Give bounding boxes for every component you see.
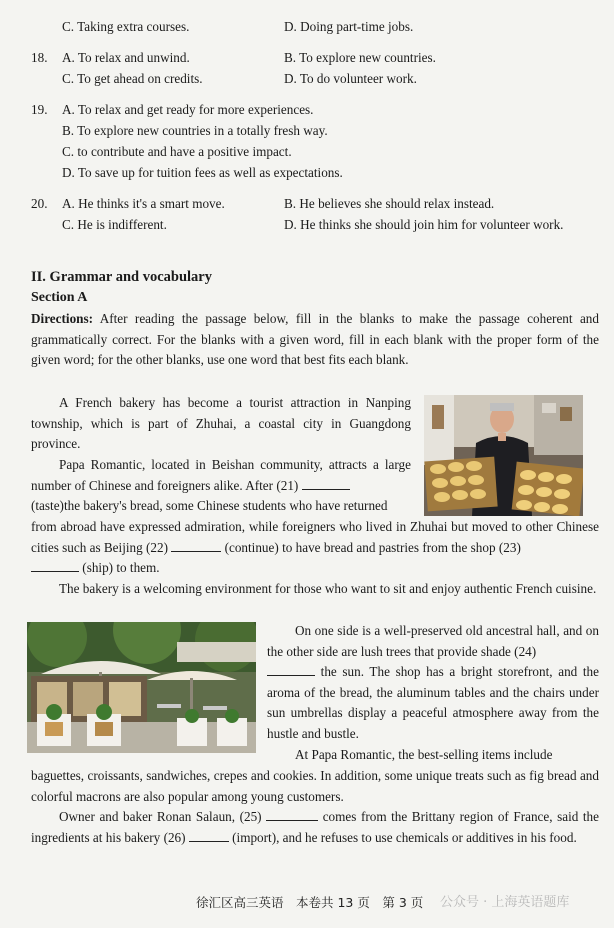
passage-paragraph-3: The bakery is a welcoming environment for those who want to sit and enjoy authentic French cuisine.: [59, 581, 597, 596]
passage-paragraph-2a: [31, 455, 411, 496]
q19-option-c: C. to contribute and have a positive impact.: [62, 144, 292, 159]
q19-number: 19.: [31, 102, 48, 117]
q19-option-d: D. To save up for tuition fees as well as expectations.: [62, 165, 343, 180]
q18-number: 18.: [31, 50, 48, 65]
q19-option-a: A. To relax and get ready for more experiences.: [62, 102, 314, 117]
paragraph-2-start: Papa Romantic, located in Beishan community, attracts a large number of Chinese and foreigners alike. After (21): [31, 457, 411, 493]
passage-paragraph-2b: (taste)the bakery's bread, some Chinese students who have returned: [31, 498, 388, 513]
q18-option-b: B. To explore new countries.: [284, 50, 436, 65]
paragraph-4-end: the sun. The shop has a bright storefront, and the aroma of the bread, the aluminum tables and the chairs under sun umbrellas display a peaceful atmosphere away from the hustle and bustle.: [267, 664, 600, 741]
q17-option-d: D. Doing part-time jobs.: [284, 19, 414, 34]
q20-option-c: C. He is indifferent.: [62, 217, 167, 232]
section-title: II. Grammar and vocabulary: [31, 269, 212, 285]
paragraph-2-middle: from abroad have expressed admiration, while foreigners who lived in Zhuhai but moved to other Chinese cities such as Beijing (22): [31, 519, 599, 555]
baker-image: [424, 395, 583, 516]
passage-paragraph-2d: [31, 558, 599, 579]
blank-21[interactable]: [302, 477, 350, 490]
directions-label: Directions:: [31, 311, 94, 326]
passage-paragraph-5b: baguettes, croissants, sandwiches, crepes and cookies. In addition, some unique treats such as fig bread and colorful macrons are also popular among young customers.: [31, 768, 599, 804]
q18-option-a: A. To relax and unwind.: [62, 50, 190, 65]
blank-24[interactable]: [267, 663, 315, 676]
directions: [31, 309, 599, 371]
q18-option-c: C. To get ahead on credits.: [62, 71, 203, 86]
q20-number: 20.: [31, 196, 48, 211]
passage-paragraph-4b: [267, 662, 599, 744]
paragraph-4-start: On one side is a well-preserved old ancestral hall, and on the other side are lush trees that provide shade (24): [267, 623, 599, 659]
blank-22[interactable]: [171, 539, 221, 552]
paragraph-2-end: (ship) to them.: [82, 560, 160, 575]
blank-23[interactable]: [31, 559, 79, 572]
paragraph-6-end: (import), and he refuses to use chemicals or additives in his food.: [232, 829, 577, 845]
q18-option-d: D. To do volunteer work.: [284, 71, 417, 86]
blank-26[interactable]: [189, 829, 229, 842]
blank-25[interactable]: [266, 808, 318, 821]
baker-photo: [424, 395, 583, 516]
storefront-photo: [27, 622, 256, 753]
q20-option-b: B. He believes she should relax instead.: [284, 196, 495, 211]
paragraph-6-start: Owner and baker Ronan Salaun, (25): [59, 809, 262, 824]
q17-option-c: C. Taking extra courses.: [62, 19, 190, 34]
paragraph-2-continue: (continue) to have bread and pastries from the shop (23): [224, 539, 521, 555]
passage-paragraph-4a: [267, 621, 599, 662]
passage-paragraph-1: A French bakery has become a tourist attraction in Nanping township, which is part of Zhuhai, a coastal city in Guangdong province.: [31, 395, 411, 451]
watermark: 公众号 · 上海英语题库: [440, 895, 570, 910]
page-footer: 徐汇区高三英语 本卷共 13 页 第 3 页: [196, 895, 424, 910]
passage-paragraph-2c: [31, 517, 599, 558]
passage-paragraph-5a: At Papa Romantic, the best-selling items include: [295, 747, 553, 762]
q19-option-b: B. To explore new countries in a totally fresh way.: [62, 123, 328, 138]
q20-option-a: A. He thinks it's a smart move.: [62, 196, 225, 211]
directions-text: After reading the passage below, fill in the blanks to make the passage coherent and grammatically correct. For the blanks with a given word, fill in each blank with the proper form of the given word; for the other blanks, use one word that best fits each blank.: [31, 311, 599, 367]
q20-option-d: D. He thinks she should join him for volunteer work.: [284, 217, 564, 232]
section-subtitle: Section A: [31, 290, 88, 305]
passage-paragraph-6: [31, 807, 599, 848]
storefront-image: [27, 622, 256, 753]
paragraph-6-middle: comes from the Brittany region of France, said the ingredients at his bakery (26): [31, 809, 599, 845]
